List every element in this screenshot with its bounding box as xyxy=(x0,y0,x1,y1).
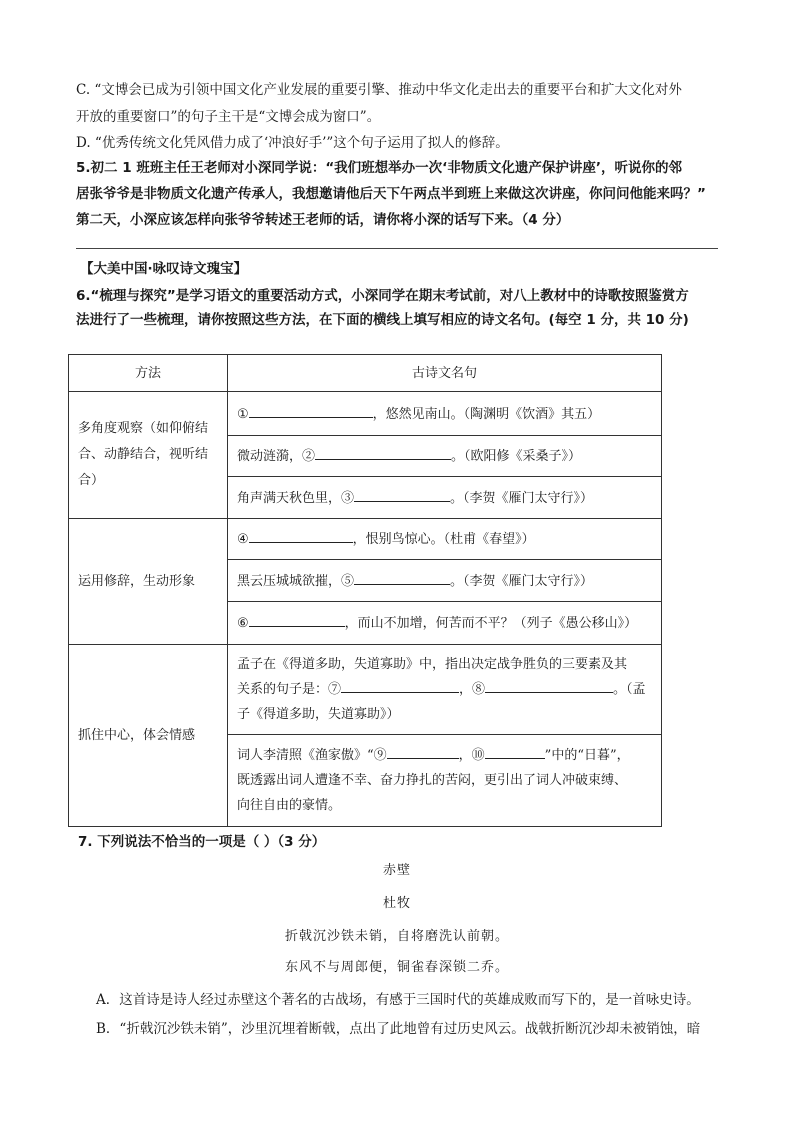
row8-line1-suffix: ”中的“日暮”， xyxy=(544,748,630,763)
answer-blank-10[interactable] xyxy=(485,744,545,759)
row4-prefix: ④ xyxy=(237,532,249,547)
row3-prefix: 角声满天秋色里，③ xyxy=(237,490,355,506)
row8-line2: 既透露出词人遭逢不幸、奋力挣扎的苦闷，更引出了词人冲破束缚、 xyxy=(237,773,628,788)
table-header-row xyxy=(69,355,662,392)
row8-line1-mid: ，⑩ xyxy=(458,748,485,763)
row7-line1: 孟子在《得道多助，失道寡助》中，指出决定战争胜负的三要素及其 xyxy=(237,657,628,672)
poem-line-2: 东风不与周郎便，铜雀春深锁二乔。 xyxy=(284,960,509,975)
row6-prefix: ⑥ xyxy=(237,616,249,631)
row6-suffix: ，而山不加增，何苦而不平？（列子《愚公移山》） xyxy=(344,616,638,631)
header-lines: 古诗文名句 xyxy=(228,355,662,392)
line-cell-3 xyxy=(228,477,662,519)
answer-blank-7[interactable] xyxy=(341,678,459,693)
line-cell-5 xyxy=(228,560,662,602)
question-7-title: 7. 下列说法不恰当的一项是（ ）（3 分） xyxy=(78,834,326,850)
row2-suffix: 。（欧阳修《采桑子》） xyxy=(451,449,582,464)
answer-blank-1[interactable] xyxy=(249,403,373,418)
question-5-line2: 居张爷爷是非物质文化遗产传承人，我想邀请他后天下午两点半到班上来做这次讲座，你问问他能来吗？” xyxy=(76,186,706,202)
answer-blank-5[interactable] xyxy=(354,570,450,585)
answer-blank-6[interactable] xyxy=(249,612,345,627)
answer-blank-4[interactable] xyxy=(249,528,353,543)
method-multi-angle: 多角度观察（如仰俯结合、动静结合，视听结合） xyxy=(69,392,228,519)
method-central-idea: 抓住中心，体会情感 xyxy=(69,645,228,827)
question-6-line2: 法进行了一些梳理，请你按照这些方法，在下面的横线上填写相应的诗文名句。(每空 1 分，共 10 分) xyxy=(76,312,689,328)
option-b: B．“折戟沉沙铁未销”，沙里沉埋着断戟，点出了此地曾有过历史风云。战戟折断沉沙却未被销蚀，暗 xyxy=(96,1021,701,1037)
poem-author: 杜牧 xyxy=(382,896,411,911)
answer-blank-9[interactable] xyxy=(387,744,459,759)
line-cell-4 xyxy=(228,519,662,560)
line-cell-7 xyxy=(228,645,662,735)
row7-line3: 子《得道多助，失道寡助》） xyxy=(237,707,400,722)
question-6-line1: 6.“梳理与探究”是学习语文的重要活动方式，小深同学在期末考试前，对八上教材中的诗歌按照鉴赏方 xyxy=(76,288,689,304)
row1-prefix: ① xyxy=(237,406,249,422)
option-d: D. “优秀传统文化凭风借力成了‘冲浪好手’”这个句子运用了拟人的修辞。 xyxy=(76,135,509,151)
answer-blank-2[interactable] xyxy=(315,445,451,460)
poem-title: 赤壁 xyxy=(382,863,411,878)
line-cell-2 xyxy=(228,436,662,477)
row1-suffix: ，悠然见南山。（陶渊明《饮酒》其五） xyxy=(372,406,601,422)
table-row xyxy=(69,645,662,735)
row8-line1-prefix: 词人李清照《渔家傲》“⑨ xyxy=(237,748,387,763)
line-cell-1 xyxy=(228,392,662,436)
question-5-line1: 5.初二 1 班班主任王老师对小深同学说：“我们班想举办一次‘非物质文化遗产保护讲座’，听说你的邻 xyxy=(76,160,682,176)
option-c-line2: 开放的重要窗口”的句子主干是“文博会成为窗口”。 xyxy=(76,109,381,125)
row7-line2-mid: ，⑧ xyxy=(459,682,486,697)
table-row xyxy=(69,392,662,436)
line-cell-6 xyxy=(228,602,662,645)
header-method: 方法 xyxy=(69,355,228,392)
row2-prefix: 微动涟漪，② xyxy=(237,449,316,464)
method-rhetoric: 运用修辞，生动形象 xyxy=(69,519,228,645)
section-divider xyxy=(76,248,718,249)
row8-line3: 向往自由的豪情。 xyxy=(237,798,342,813)
row3-suffix: 。（李贺《雁门太守行》） xyxy=(450,490,594,506)
poem-line-1: 折戟沉沙铁未销，自将磨洗认前朝。 xyxy=(284,929,509,944)
row5-suffix: 。（李贺《雁门太守行》） xyxy=(450,573,594,589)
option-a: A．这首诗是诗人经过赤壁这个著名的古战场，有感于三国时代的英雄成败而写下的，是一首咏史诗。 xyxy=(96,992,700,1008)
row5-prefix: 黑云压城城欲摧，⑤ xyxy=(237,573,355,589)
section-title: 【大美中国·咏叹诗文瑰宝】 xyxy=(80,261,248,277)
row4-suffix: ，恨别鸟惊心。（杜甫《春望》） xyxy=(352,532,535,547)
row7-line2-prefix: 关系的句子是：⑦ xyxy=(237,682,342,697)
table-row xyxy=(69,519,662,560)
answer-blank-3[interactable] xyxy=(354,487,450,502)
row7-line2-suffix: 。（孟 xyxy=(613,682,646,697)
question-5-line3: 第二天，小深应该怎样向张爷爷转述王老师的话，请你将小深的话写下来。（4 分） xyxy=(76,212,570,228)
option-c-line1: C. “文博会已成为引领中国文化产业发展的重要引擎、推动中华文化走出去的重要平台和扩大文化对外 xyxy=(76,82,682,98)
line-cell-8 xyxy=(228,735,662,827)
answer-blank-8[interactable] xyxy=(485,678,613,693)
poetry-table xyxy=(68,354,662,827)
